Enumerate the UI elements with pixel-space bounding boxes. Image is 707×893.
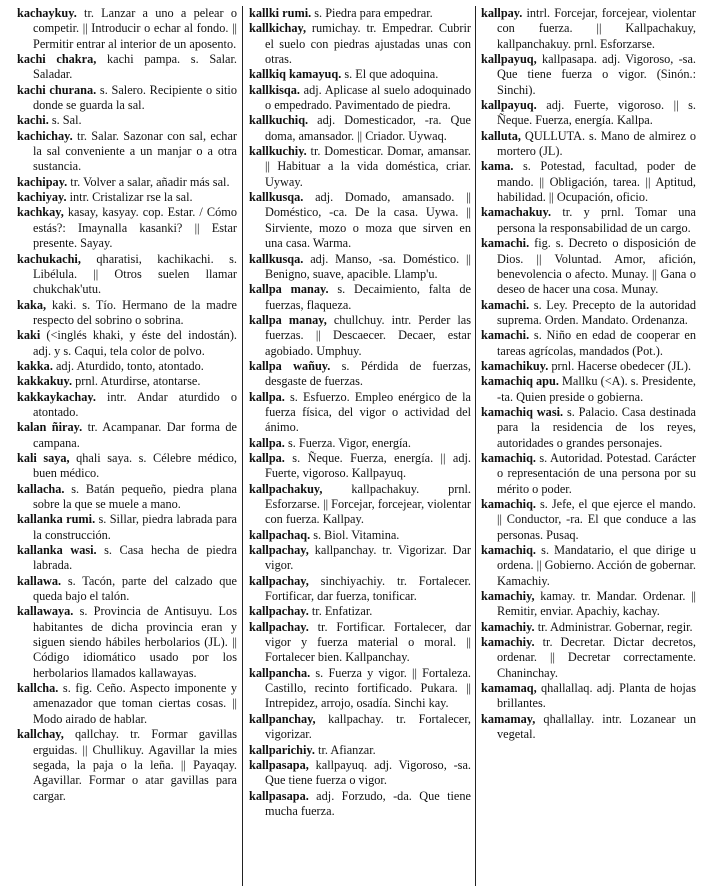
entry-definition: s. Potestad, facultad, poder de mando. || Obligación, tarea. || Aptitud, habilidad. || Ocupación, oficio. xyxy=(497,159,696,205)
entry-definition: kallpachay. tr. Fortalecer, vigorizar. xyxy=(265,711,471,742)
entry-definition: chullchuy. intr. Perder las fuerzas. || Descaecer. Decaer, estar agobiado. Umphuy. xyxy=(265,312,471,358)
entry-definition: intrl. Forcejar, forcejear, violentar con fuerza. || Kallpachakuy, kallpanchakuy. prnl. Esforzarse. xyxy=(497,6,696,51)
entry-headword: kachichay. xyxy=(17,128,73,143)
dictionary-entry xyxy=(249,789,471,820)
entry-headword: kallpa. xyxy=(249,450,285,465)
entry-definition: intr. Cristalizar rse la sal. xyxy=(66,190,193,205)
dictionary-entry xyxy=(481,405,696,451)
dictionary-entry xyxy=(17,604,237,681)
entry-definition: s. Ley. Precepto de la autoridad suprema. Orden. Mandato. Ordenanza. xyxy=(497,297,696,327)
dictionary-entry xyxy=(249,67,471,82)
entry-headword: kallpayuq, xyxy=(481,52,537,67)
dictionary-entry xyxy=(17,175,237,190)
entry-headword: kachaykuy. xyxy=(17,6,77,20)
dictionary-entry xyxy=(17,420,237,451)
dictionary-entry xyxy=(481,129,696,160)
entry-headword: kallkusqa. xyxy=(249,190,304,205)
entry-headword: kama. xyxy=(481,159,514,174)
entry-definition: kallpachakuy. prnl. Esforzarse. || Forcejar, forcejear, violentar con fuerza. Kallpay. xyxy=(265,481,471,527)
entry-headword: kamachiq. xyxy=(481,450,537,465)
dictionary-entry xyxy=(17,482,237,513)
dictionary-entry xyxy=(17,83,237,114)
entry-definition: s. Tacón, parte del calzado que queda bajo el talón. xyxy=(33,573,237,604)
entry-headword: kachipay. xyxy=(17,174,68,189)
entry-headword: kallpachay, xyxy=(249,573,309,588)
entry-definition: tr. Fortificar. Fortalecer, dar vigor y fuerza material o moral. || Fortalecer bien. Kallpanchay. xyxy=(265,619,471,665)
dictionary-entry xyxy=(249,620,471,666)
entry-definition: s. Sal. xyxy=(48,113,82,128)
entry-definition: adj. Aplicase al suelo adoquinado o empedrado. Pavimentado de piedra. xyxy=(265,82,471,113)
entry-headword: kali saya, xyxy=(17,450,70,465)
entry-definition: intr. Andar aturdido o atontado. xyxy=(33,389,237,419)
entry-definition: fig. s. Decreto o disposición de Dios. || Voluntad. Amor, afición, benevolencia o afecto. Munay. || Gana o deseo de hacer una cosa. Munay. xyxy=(497,236,696,297)
entry-headword: kallki rumi. xyxy=(249,6,312,20)
entry-definition: s. Palacio. Casa destinada para la residencia de los reyes, autoridades o grandes personajes. xyxy=(497,404,696,450)
entry-definition: rumichay. tr. Empedrar. Cubrir el suelo con piedras ajustadas unas con otras. xyxy=(265,21,471,67)
entry-headword: kallpa wañuy. xyxy=(249,358,331,373)
dictionary-entry xyxy=(17,451,237,482)
entry-headword: kamachi. xyxy=(481,236,530,251)
entry-headword: kallpayuq. xyxy=(481,98,537,113)
entry-definition: kasay, kasyay. cop. Estar. / Cómo estás?: Imaynalla kasanki? || Estar presente. Sayay. xyxy=(33,205,237,251)
dictionary-entry xyxy=(481,328,696,359)
dictionary-entry xyxy=(481,236,696,297)
dictionary-entry xyxy=(17,252,237,298)
dictionary-entry xyxy=(249,604,471,619)
dictionary-entry xyxy=(249,359,471,390)
entry-definition: s. Pérdida de fuerzas, desgaste de fuerzas. xyxy=(265,358,471,389)
dictionary-entry xyxy=(481,635,696,681)
entry-definition: s. Biol. Vitamina. xyxy=(310,527,400,542)
entry-headword: kaki xyxy=(17,328,41,343)
entry-definition: s. Decaimiento, falta de fuerzas, flaqueza. xyxy=(265,282,471,312)
dictionary-entry xyxy=(481,681,696,712)
column-left xyxy=(17,6,237,804)
entry-headword: kachiyay. xyxy=(17,190,67,205)
dictionary-entry xyxy=(249,743,471,758)
entry-definition: tr. Acampanar. Dar forma de campana. xyxy=(33,420,237,450)
entry-definition: kachi pampa. s. Salar. Saladar. xyxy=(33,52,237,82)
entry-headword: kallanka wasi. xyxy=(17,543,97,558)
entry-definition: s. Jefe, el que ejerce el mando. || Conductor, -ra. El que conduce a las personas. Pusaq. xyxy=(497,497,696,542)
dictionary-entry xyxy=(249,543,471,574)
entry-headword: kallkuchiy. xyxy=(249,144,307,159)
entry-definition: QULLUTA. s. Mano de almirez o mortero (JL). xyxy=(497,128,696,159)
entry-definition: adj. Domesticador, -ra. Que doma, amansador. || Criador. Uywaq. xyxy=(265,113,471,143)
dictionary-entry xyxy=(249,712,471,743)
dictionary-entry xyxy=(17,359,237,374)
dictionary-entry xyxy=(17,52,237,83)
entry-definition: adj. Fuerte, vigoroso. || s. Ñeque. Fuerza, energía. Kallpa. xyxy=(497,98,696,128)
dictionary-entry xyxy=(249,313,471,359)
entry-headword: kallpachay. xyxy=(249,619,309,634)
entry-headword: kamachi. xyxy=(481,297,530,312)
dictionary-entry xyxy=(249,390,471,436)
dictionary-entry xyxy=(249,482,471,528)
entry-definition: qallchay. tr. Formar gavillas erguidas. || Chullikuy. Agavillar la mies segada, la paja o la leña. || Payaqay. Agavillar. Formar o atar gavillas para cargar. xyxy=(33,727,237,803)
dictionary-entry xyxy=(17,727,237,804)
dictionary-entry xyxy=(17,681,237,727)
entry-headword: kallpachay, xyxy=(249,543,309,558)
entry-definition: s. Piedra para empedrar. xyxy=(311,6,433,20)
entry-headword: kallparichiy. xyxy=(249,742,315,757)
entry-definition: s. Mandatario, el que dirige u ordena. || Gobierno. Acción de gobernar. Kamachiy. xyxy=(497,543,696,588)
dictionary-entry xyxy=(481,98,696,129)
entry-definition: adj. Aturdido, tonto, atontado. xyxy=(52,358,204,373)
dictionary-entry xyxy=(481,497,696,543)
entry-headword: kallpachaq. xyxy=(249,527,311,542)
entry-definition: s. Provincia de Antisuyu. Los habitantes de dicha provincia eran y siguen siendo hábiles herbolarios (JL). || Código idiomático usado por los herbolarios llamados kallawayas. xyxy=(33,604,237,680)
dictionary-entry xyxy=(17,6,237,52)
entry-definition: tr. Lanzar a uno a pelear o competir. || Introducir o echar al fondo. || Permitir entrar al interior de un aposento. xyxy=(33,6,237,51)
entry-definition: s. Ñeque. Fuerza, energía. || adj. Fuerte, vigoroso. Kallpayuq. xyxy=(265,450,471,481)
entry-headword: kalluta, xyxy=(481,128,521,143)
entry-definition: qhallallaq. adj. Planta de hojas brillantes. xyxy=(497,681,696,711)
entry-definition: sinchiyachiy. tr. Fortalecer. Fortificar, dar fuerza, tonificar. xyxy=(265,573,471,604)
entry-definition: s. El que adoquina. xyxy=(341,67,439,82)
entry-headword: kallpachakuy, xyxy=(249,481,323,496)
entry-headword: kallpa. xyxy=(249,435,285,450)
entry-headword: kallpanchay, xyxy=(249,711,316,726)
dictionary-entry xyxy=(481,589,696,620)
entry-definition: s. Salero. Recipiente o sitio donde se guarda la sal. xyxy=(33,82,237,113)
entry-headword: kallkisqa. xyxy=(249,82,300,97)
entry-headword: kakkakuy. xyxy=(17,374,73,389)
entry-headword: kallacha. xyxy=(17,481,65,496)
entry-definition: kallpayuq. adj. Vigoroso, -sa. Que tiene fuerza o vigor. xyxy=(265,757,471,788)
entry-headword: kamachiq wasi. xyxy=(481,404,564,419)
entry-headword: kamamaq, xyxy=(481,681,537,696)
dictionary-entry xyxy=(249,83,471,114)
entry-definition: s. Esfuerzo. Empleo enérgico de la fuerza física, del vigor o actividad del ánimo. xyxy=(265,389,471,435)
entry-headword: kallpachay. xyxy=(249,604,309,619)
entry-headword: kallcha. xyxy=(17,681,59,696)
dictionary-entry xyxy=(17,113,237,128)
entry-definition: prnl. Aturdirse, atontarse. xyxy=(72,374,201,389)
dictionary-entry xyxy=(481,712,696,743)
dictionary-entry xyxy=(249,144,471,190)
entry-headword: kallpasapa, xyxy=(249,757,309,772)
dictionary-entry xyxy=(481,620,696,635)
entry-definition: Mallku (<A). s. Presidente, -ta. Quien preside o gobierna. xyxy=(497,374,696,404)
column-divider xyxy=(475,6,476,886)
dictionary-entry xyxy=(249,252,471,283)
dictionary-entry xyxy=(17,129,237,175)
entry-definition: kamay. tr. Mandar. Ordenar. || Remitir, enviar. Apachiy, kachay. xyxy=(497,589,696,619)
entry-headword: kallkichay, xyxy=(249,21,307,36)
entry-headword: kamachikuy. xyxy=(481,358,549,373)
entry-definition: prnl. Hacerse obedecer (JL). xyxy=(548,358,692,373)
entry-headword: kachi chakra, xyxy=(17,52,97,67)
dictionary-entry xyxy=(249,758,471,789)
entry-headword: kaka, xyxy=(17,297,47,312)
dictionary-entry xyxy=(17,543,237,574)
column-divider xyxy=(242,6,243,886)
entry-definition: tr. Administrar. Gobernar, regir. xyxy=(534,619,693,634)
dictionary-entry xyxy=(17,574,237,605)
entry-definition: s. Niño en edad de cooperar en tareas agrícolas, mandados (Pot.). xyxy=(497,328,696,358)
entry-definition: s. Fuerza y vigor. || Fortaleza. Castillo, recinto fortificado. Pukara. || Intrepidez, arrojo, osadía. Sinchi kay. xyxy=(265,665,471,711)
entry-definition: tr. Domesticar. Domar, amansar. || Habituar a la vida doméstica, criar. Uyway. xyxy=(265,144,471,189)
dictionary-entry xyxy=(249,436,471,451)
entry-definition: kallpasapa. adj. Vigoroso, -sa. Que tiene fuerza o vigor. (Sinón.: Sinchi). xyxy=(497,52,696,97)
entry-headword: kamachiy, xyxy=(481,589,535,604)
entry-headword: kallkiq kamayuq. xyxy=(249,67,342,82)
entry-definition: tr. Decretar. Dictar decretos, ordenar. || Decretar correctamente. Chaninchay. xyxy=(497,635,696,680)
dictionary-entry xyxy=(17,205,237,251)
dictionary-entry xyxy=(481,374,696,405)
dictionary-entry xyxy=(249,113,471,144)
entry-headword: kamachiq apu. xyxy=(481,374,559,389)
entry-definition: tr. Afianzar. xyxy=(314,742,376,757)
entry-definition: qhali saya. s. Célebre médico, buen médico. xyxy=(33,450,237,481)
entry-headword: kallpa manay, xyxy=(249,312,327,327)
entry-definition: s. Batán pequeño, piedra plana sobre la que se muele a mano. xyxy=(33,481,237,511)
entry-headword: kallpancha. xyxy=(249,665,311,680)
entry-headword: kachukachi, xyxy=(17,251,81,266)
entry-headword: kakkaykachay. xyxy=(17,389,96,404)
dictionary-entry xyxy=(17,328,237,359)
entry-headword: kallkuchiq. xyxy=(249,113,309,128)
dictionary-entry xyxy=(17,298,237,329)
dictionary-entry xyxy=(249,282,471,313)
entry-headword: kallpa. xyxy=(249,389,285,404)
dictionary-entry xyxy=(17,390,237,421)
entry-headword: kallpasapa. xyxy=(249,788,309,803)
entry-definition: s. Sillar, piedra labrada para la construcción. xyxy=(33,512,237,542)
dictionary-entry xyxy=(481,298,696,329)
entry-headword: kamamay, xyxy=(481,711,536,726)
entry-definition: qhallallay. intr. Lozanear un vegetal. xyxy=(497,711,696,742)
entry-definition: tr. Salar. Sazonar con sal, echar la sal conveniente a un manjar o a otra sustancia. xyxy=(33,128,237,174)
entry-definition: s. Autoridad. Potestad. Carácter o representación de una persona por su mérito o poder. xyxy=(497,450,696,496)
column-right xyxy=(481,6,696,743)
dictionary-entry xyxy=(481,543,696,589)
entry-definition: adj. Domado, amansado. || Doméstico, -ca. De la casa. Uywa. || Sirviente, mozo o moza que sirven en una casa. Warma. xyxy=(265,190,471,251)
entry-definition: tr. y prnl. Tomar una persona la responsabilidad de un cargo. xyxy=(497,205,696,235)
dictionary-entry xyxy=(249,666,471,712)
entry-headword: kachi. xyxy=(17,113,49,128)
entry-headword: kalan ñiray. xyxy=(17,420,83,435)
dictionary-entry xyxy=(481,451,696,497)
entry-headword: kamachiy. xyxy=(481,619,535,634)
entry-headword: kallpa manay. xyxy=(249,282,329,297)
entry-definition: kaki. s. Tío. Hermano de la madre respecto del sobrino o sobrina. xyxy=(33,297,237,327)
entry-headword: kachi churana. xyxy=(17,82,97,97)
entry-definition: s. fig. Ceño. Aspecto imponente y amenazador que toman ciertas cosas. || Modo airado de hablar. xyxy=(33,681,237,726)
entry-headword: kamachi. xyxy=(481,328,530,343)
dictionary-entry xyxy=(17,512,237,543)
entry-definition: adj. Manso, -sa. Doméstico. || Benigno, suave, apacible. Llamp'u. xyxy=(265,251,471,281)
entry-headword: kallpay. xyxy=(481,6,523,20)
dictionary-entry xyxy=(249,190,471,251)
entry-headword: kamachiy. xyxy=(481,635,535,650)
dictionary-entry xyxy=(481,6,696,52)
entry-definition: kallpanchay. tr. Vigorizar. Dar vigor. xyxy=(265,543,471,573)
entry-headword: kamachiq. xyxy=(481,543,537,558)
entry-headword: kallchay, xyxy=(17,727,64,742)
dictionary-entry xyxy=(17,190,237,205)
dictionary-entry xyxy=(249,528,471,543)
dictionary-entry xyxy=(249,21,471,67)
entry-definition: tr. Volver a salar, añadir más sal. xyxy=(67,174,230,189)
dictionary-entry xyxy=(481,52,696,98)
dictionary-entry xyxy=(249,574,471,605)
entry-headword: kakka. xyxy=(17,358,53,373)
column-middle xyxy=(249,6,471,819)
entry-definition: (<inglés khaki, y éste del indostán). adj. y s. Caqui, tela color de polvo. xyxy=(33,328,237,358)
dictionary-entry xyxy=(481,159,696,205)
entry-headword: kallkusqa. xyxy=(249,251,304,266)
entry-headword: kamachakuy. xyxy=(481,205,552,220)
entry-definition: s. Fuerza. Vigor, energía. xyxy=(284,435,411,450)
entry-definition: adj. Forzudo, -da. Que tiene mucha fuerza. xyxy=(265,788,471,818)
dictionary-entry xyxy=(249,6,471,21)
entry-headword: kachkay, xyxy=(17,205,64,220)
entry-headword: kallanka rumi. xyxy=(17,512,96,527)
entry-definition: s. Casa hecha de piedra labrada. xyxy=(33,543,237,573)
dictionary-entry xyxy=(481,359,696,374)
entry-headword: kallawaya. xyxy=(17,604,74,619)
entry-definition: qharatisi, kachikachi. s. Libélula. || Otros suelen llamar chukchak'utu. xyxy=(33,251,237,297)
dictionary-entry xyxy=(249,451,471,482)
entry-headword: kamachiq. xyxy=(481,497,537,511)
dictionary-entry xyxy=(17,374,237,389)
dictionary-entry xyxy=(481,205,696,236)
entry-definition: tr. Enfatizar. xyxy=(308,604,373,619)
entry-headword: kallawa. xyxy=(17,573,62,588)
